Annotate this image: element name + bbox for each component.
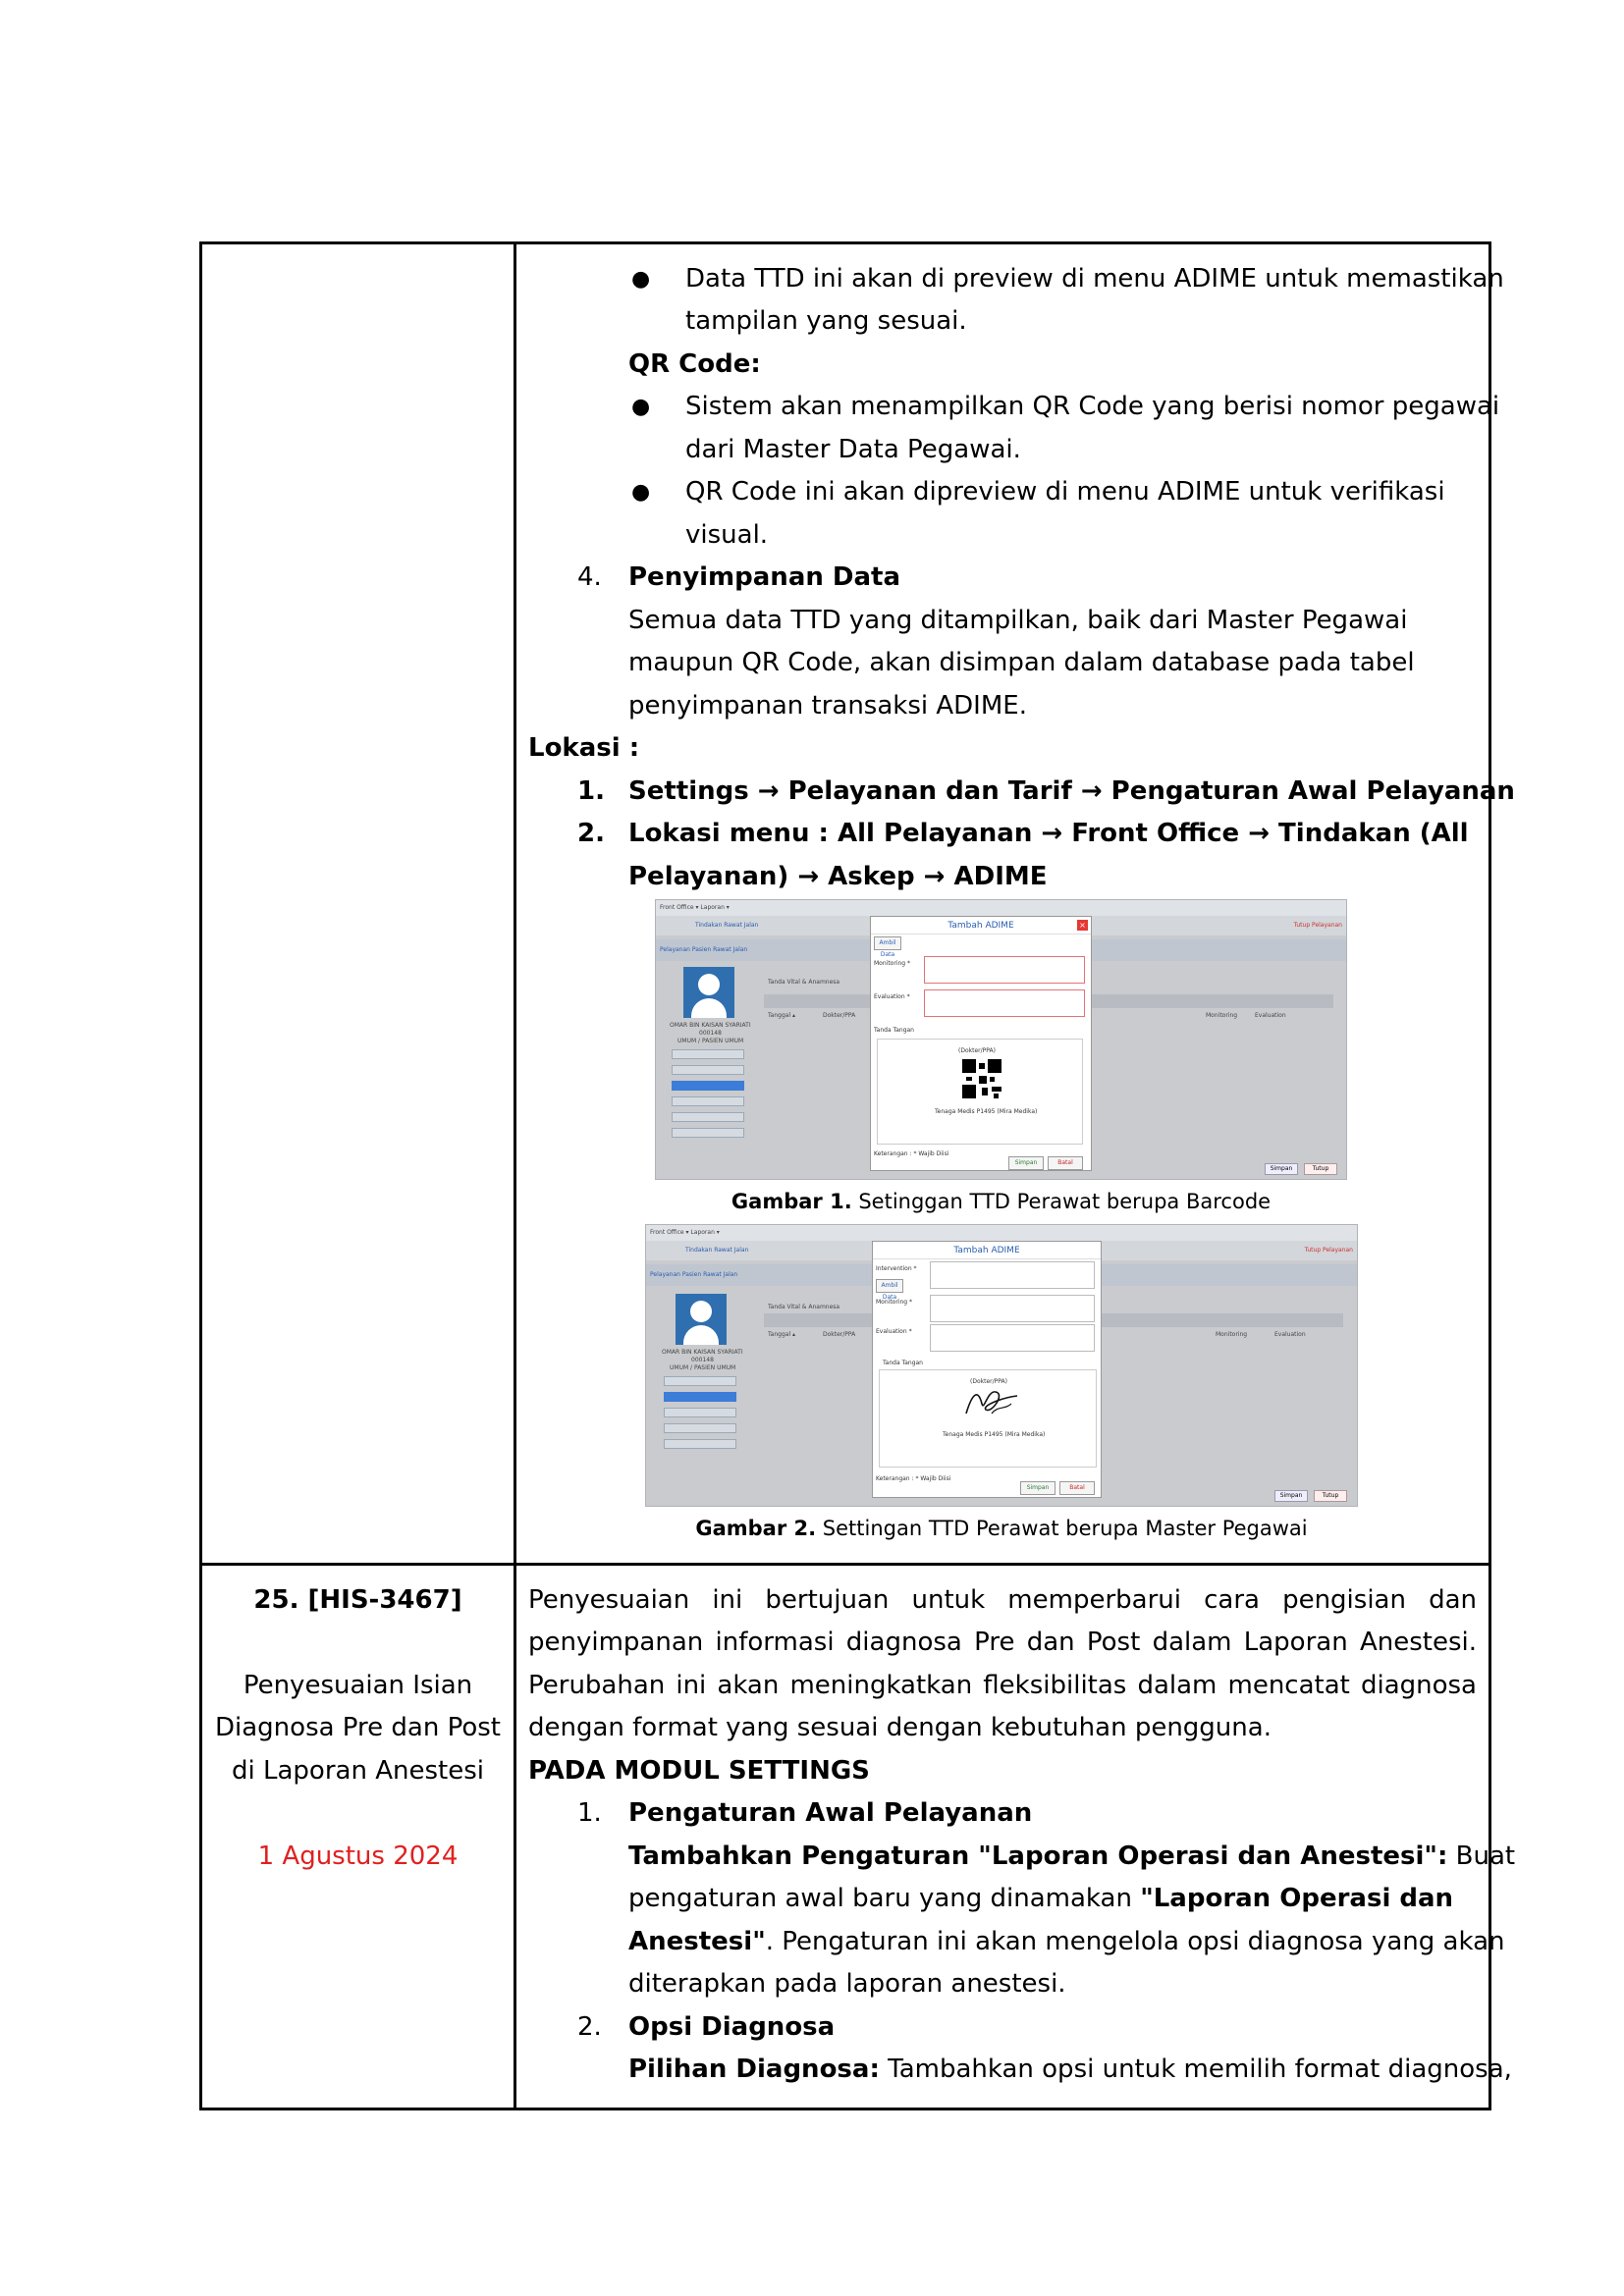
signature-box (877, 1039, 1083, 1145)
figure-2-text: Settingan TTD Perawat berupa Master Pegawai (816, 1517, 1308, 1540)
menu-selesai (672, 1128, 744, 1138)
monitoring-label: Monitoring * (874, 960, 910, 967)
tab-label: Tindakan Rawat Jalan (695, 922, 759, 929)
bullet: ● (631, 267, 651, 292)
bullet: ● (631, 480, 651, 505)
figure-1-text: Setinggan TTD Perawat berupa Barcode (851, 1190, 1272, 1213)
intervention-label: Intervention * (876, 1265, 917, 1272)
list-number: 2. (577, 2012, 602, 2042)
text-line (628, 1836, 1515, 1879)
text: Buat (1447, 1842, 1516, 1871)
ticket-title-line: di Laporan Anestesi (232, 1756, 484, 1786)
tambah-adime-modal (872, 1241, 1102, 1498)
list-number: 4. (577, 562, 602, 592)
avatar (676, 1294, 727, 1345)
tab-label: Tindakan Rawat Jalan (685, 1247, 749, 1254)
patient-name: OMAR BIN KAISAN SYARIATI (662, 1349, 743, 1356)
item-title: Penyimpanan Data (628, 562, 901, 592)
simpan-button[interactable]: Simpan (1020, 1481, 1056, 1495)
panel-title: Pelayanan Pasien Rawat Jalan (660, 946, 748, 953)
menu-pelayanan (664, 1408, 736, 1417)
breadcrumb: Front Office ▾ Laporan ▾ (650, 1229, 720, 1236)
tenaga-label: Tenaga Medis P1495 (Mira Medika) (935, 1108, 1038, 1115)
row-divider (199, 1563, 1491, 1566)
modul-heading: PADA MODUL SETTINGS (528, 1756, 870, 1786)
patient-sub: UMUM / PASIEN UMUM (670, 1364, 736, 1371)
column-divider (514, 241, 516, 2110)
breadcrumb: Front Office ▾ Laporan ▾ (660, 904, 730, 911)
evaluation-label: Evaluation * (874, 993, 910, 1000)
menu-askep (672, 1081, 744, 1091)
ticket-title-line: Penyesuaian Isian (243, 1671, 473, 1700)
evaluation-field[interactable] (930, 1324, 1095, 1352)
text-line: QR Code ini akan dipreview di menu ADIME untuk verifikasi (685, 477, 1445, 507)
text-line: Sistem akan menampilkan QR Code yang berisi nomor pegawai (685, 392, 1500, 421)
ambil-data-button[interactable]: Ambil Data (876, 1279, 903, 1293)
modal-title: Tambah ADIME (873, 1242, 1101, 1259)
evaluation-field[interactable] (924, 989, 1085, 1017)
qr-heading: QR Code: (628, 349, 761, 379)
item-title: Pengaturan Awal Pelayanan (628, 1798, 1033, 1828)
col-tanggal: Tanggal ▴ (768, 1331, 796, 1338)
list-number: 1. (577, 1798, 602, 1828)
menu-detail (664, 1376, 736, 1386)
patient-id: 000148 (699, 1030, 722, 1037)
col-evaluation: Evaluation (1274, 1331, 1306, 1338)
col-monitoring: Monitoring (1216, 1331, 1248, 1338)
patient-sub: UMUM / PASIEN UMUM (677, 1038, 744, 1044)
text-line (628, 1921, 1504, 1964)
text-line (628, 2049, 1512, 2092)
menu-detail (672, 1049, 744, 1059)
screenshot-barcode (655, 899, 1347, 1180)
evaluation-label: Evaluation * (876, 1328, 912, 1335)
tab-add: Tanda Vital & Anamnesa (768, 1304, 840, 1310)
paragraph-line: penyimpanan informasi diagnosa Pre dan Post dalam Laporan Anestesi. (528, 1628, 1477, 1657)
close-icon[interactable]: × (1077, 920, 1088, 931)
col-dokter: Dokter/PPA (823, 1012, 856, 1019)
screenshot-master-pegawai (645, 1224, 1358, 1507)
monitoring-label: Monitoring * (876, 1299, 912, 1306)
text-line (628, 1878, 1453, 1921)
paragraph-line: Penyesuaian ini bertujuan untuk memperbarui cara pengisian dan (528, 1585, 1477, 1615)
text-line: tampilan yang sesuai. (685, 306, 967, 336)
text-line: maupun QR Code, akan disimpan dalam database pada tabel (628, 648, 1415, 677)
keterangan-label: Keterangan : * Wajib Diisi (874, 1150, 949, 1157)
text-line: Semua data TTD yang ditampilkan, baik dari Master Pegawai (628, 606, 1408, 635)
text-line: visual. (685, 520, 769, 550)
menu-detail (672, 1065, 744, 1075)
ticket-title-line: Diagnosa Pre dan Post (215, 1713, 501, 1742)
tutup-outer-button: Tutup (1314, 1490, 1347, 1502)
col-evaluation: Evaluation (1255, 1012, 1286, 1019)
figure-1-caption (655, 1187, 1347, 1216)
col-monitoring: Monitoring (1206, 1012, 1238, 1019)
monitoring-field[interactable] (924, 956, 1085, 984)
menu-pelayanan (672, 1096, 744, 1106)
text-line: dari Master Data Pegawai. (685, 435, 1021, 464)
col-tanggal: Tanggal ▴ (768, 1012, 796, 1019)
list-number: 1. (577, 776, 605, 806)
simpan-outer-button: Simpan (1274, 1490, 1308, 1502)
lokasi-item: Lokasi menu : All Pelayanan → Front Office → Tindakan (All (628, 819, 1469, 848)
ambil-data-button[interactable]: Ambil Data (874, 936, 901, 950)
ticket-date: 1 Agustus 2024 (257, 1842, 459, 1871)
monitoring-field[interactable] (930, 1295, 1095, 1322)
tenaga-label: Tenaga Medis P1495 (Mira Medika) (943, 1431, 1046, 1438)
lokasi-heading: Lokasi : (528, 733, 640, 763)
batal-button[interactable]: Batal (1048, 1156, 1083, 1170)
dokter-label: (Dokter/PPA) (970, 1378, 1007, 1385)
item-title: Opsi Diagnosa (628, 2012, 836, 2042)
signature-box (879, 1369, 1097, 1468)
menu-billing (672, 1112, 744, 1122)
bold-text: Anestesi" (628, 1927, 766, 1956)
lokasi-item: Settings → Pelayanan dan Tarif → Pengaturan Awal Pelayanan (628, 776, 1515, 806)
bullet: ● (631, 395, 651, 419)
text-line: Data TTD ini akan di preview di menu ADIME untuk memastikan (685, 264, 1504, 294)
bold-text: Pilihan Diagnosa: (628, 2055, 880, 2084)
ticket-id: 25. [HIS-3467] (253, 1585, 462, 1615)
simpan-outer-button: Simpan (1265, 1163, 1298, 1175)
signature-icon (962, 1384, 1021, 1419)
menu-selesai (664, 1439, 736, 1449)
tanda-tangan-label: Tanda Tangan (883, 1360, 923, 1366)
menu-askep (664, 1392, 736, 1402)
tutup-outer-button: Tutup (1304, 1163, 1337, 1175)
tutup-button: Tutup Pelayanan (1304, 1247, 1353, 1254)
patient-name: OMAR BIN KAISAN SYARIATI (670, 1022, 751, 1029)
dokter-label: (Dokter/PPA) (958, 1047, 996, 1054)
bold-text: Tambahkan Pengaturan "Laporan Operasi dan Anestesi": (628, 1842, 1448, 1871)
figure-1-label: Gambar 1. (731, 1190, 852, 1213)
text-line: diterapkan pada laporan anestesi. (628, 1969, 1066, 1999)
tab-add: Tanda Vital & Anamnesa (768, 979, 840, 986)
keterangan-label: Keterangan : * Wajib Diisi (876, 1475, 951, 1482)
list-number: 2. (577, 819, 605, 848)
panel-title: Pelayanan Pasien Rawat Jalan (650, 1271, 738, 1278)
text: pengaturan awal baru yang dinamakan (628, 1884, 1141, 1913)
text-line: penyimpanan transaksi ADIME. (628, 691, 1027, 721)
patient-id: 000148 (691, 1357, 714, 1363)
text: . Pengaturan ini akan mengelola opsi diagnosa yang akan (765, 1927, 1505, 1956)
intervention-field[interactable] (930, 1261, 1095, 1289)
tutup-button: Tutup Pelayanan (1293, 922, 1342, 929)
figure-2-label: Gambar 2. (695, 1517, 817, 1540)
paragraph-line: Perubahan ini akan meningkatkan fleksibilitas dalam mencatat diagnosa (528, 1671, 1477, 1700)
lokasi-item: Pelayanan) → Askep → ADIME (628, 862, 1048, 891)
qr-code-icon (962, 1059, 1001, 1098)
paragraph-line: dengan format yang sesuai dengan kebutuhan pengguna. (528, 1713, 1272, 1742)
figure-2-caption (645, 1514, 1358, 1543)
tambah-adime-modal (870, 916, 1092, 1171)
bold-text: "Laporan Operasi dan (1140, 1884, 1454, 1913)
text: Tambahkan opsi untuk memilih format diagnosa, (879, 2055, 1512, 2084)
menu-billing (664, 1423, 736, 1433)
simpan-button[interactable]: Simpan (1008, 1156, 1044, 1170)
tanda-tangan-label: Tanda Tangan (874, 1027, 914, 1034)
modal-title: Tambah ADIME (871, 917, 1091, 934)
batal-button[interactable]: Batal (1059, 1481, 1095, 1495)
col-dokter: Dokter/PPA (823, 1331, 856, 1338)
avatar (683, 967, 734, 1018)
